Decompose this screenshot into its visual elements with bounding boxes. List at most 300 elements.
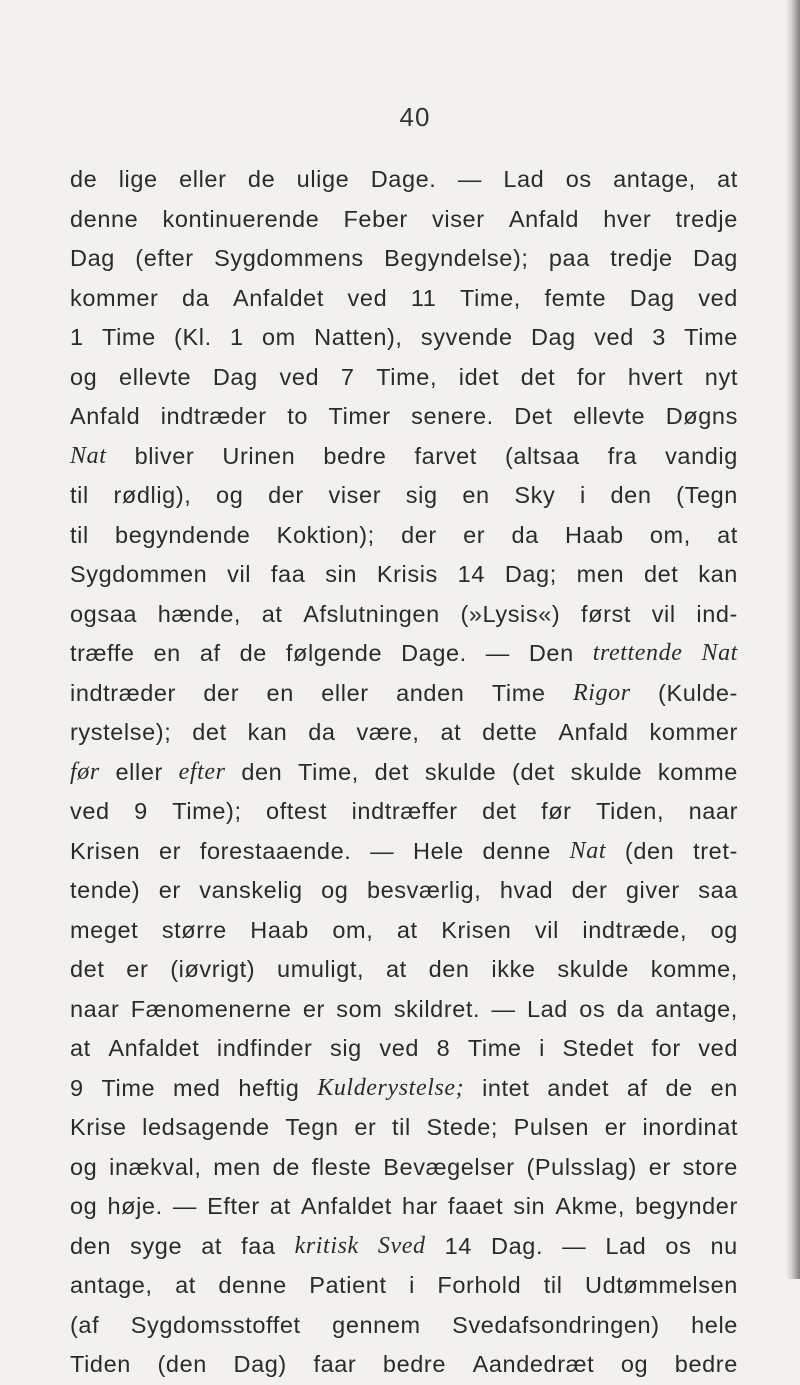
word: Patient (309, 1272, 387, 1298)
word: Dag (693, 245, 738, 271)
word: os (579, 995, 606, 1022)
word: skulde (557, 956, 629, 982)
word: der (401, 521, 437, 548)
word: Anfaldet (108, 1035, 200, 1061)
word: (Kl. (174, 324, 212, 350)
text-line (70, 1148, 738, 1188)
word: indtræffer (351, 798, 458, 824)
word: Natten), (314, 324, 403, 350)
text-line (70, 1306, 738, 1346)
word: er (604, 1114, 627, 1140)
word: en (153, 640, 181, 666)
word: hele (691, 1311, 738, 1338)
text-line (70, 1345, 738, 1385)
word: ved (279, 363, 320, 390)
word: at (201, 1232, 222, 1259)
word: besværlig, (366, 877, 482, 903)
word: hænde, (157, 600, 242, 627)
word: Anfald (70, 403, 141, 429)
word: indfinder (216, 1035, 313, 1061)
word: os (565, 166, 592, 192)
word: Timer (328, 403, 391, 429)
word: Akme, (555, 1193, 625, 1219)
word: om (262, 324, 296, 350)
text-line (70, 160, 738, 200)
word: Anfaldet (232, 284, 324, 311)
word: (af (70, 1311, 100, 1338)
word: vanskelig (199, 877, 303, 903)
word: før (70, 758, 100, 785)
word: Krisen (70, 837, 141, 864)
word: og (620, 1351, 649, 1377)
word: Bevægelser (383, 1153, 515, 1180)
word: ved (698, 1035, 738, 1061)
word: to (287, 403, 308, 429)
word: Efter (207, 1193, 260, 1219)
word: Dag) (233, 1351, 287, 1377)
word: faa (241, 1232, 276, 1259)
word: ulige (296, 166, 350, 192)
word: men (213, 1153, 261, 1180)
word: til (543, 1272, 563, 1298)
word: en (462, 482, 490, 508)
word: at (396, 916, 418, 943)
word: er (648, 1153, 671, 1180)
text-line (70, 1108, 738, 1148)
word: ved (594, 324, 634, 350)
text-line (70, 476, 738, 516)
word: andet (547, 1074, 610, 1101)
word: viser (432, 205, 485, 232)
word: Nat (701, 640, 738, 666)
word: (Kulde- (658, 679, 738, 706)
text-line (70, 358, 738, 398)
word: Dag (70, 245, 115, 271)
word: med (173, 1074, 221, 1101)
word: er (158, 877, 181, 903)
word: træffe (70, 640, 135, 666)
text-line (70, 713, 738, 753)
word: eller (115, 758, 163, 785)
word: før (541, 798, 572, 824)
word: Begyndelse); (384, 245, 529, 271)
word: Dag; (504, 561, 557, 587)
word: Sved (377, 1232, 426, 1259)
text-line (70, 397, 738, 437)
word: gennem (332, 1311, 421, 1338)
word: om, (332, 916, 374, 943)
word: følgende (285, 640, 383, 666)
word: hvert (627, 363, 684, 390)
word: Urinen (222, 442, 296, 469)
word: de (70, 166, 98, 192)
page-number: 40 (399, 102, 431, 132)
word: for (651, 1035, 681, 1061)
word: som (336, 995, 383, 1022)
word: Sky (514, 482, 556, 508)
word: og (70, 1153, 98, 1180)
word: om, (649, 521, 691, 548)
word: inækval, (109, 1153, 202, 1180)
word: da (182, 284, 210, 311)
word: er (354, 1114, 377, 1140)
text-line (70, 279, 738, 319)
word: meget (70, 916, 139, 943)
word: fleste (311, 1153, 372, 1180)
word: naar (70, 995, 120, 1022)
word: Lad (503, 166, 545, 192)
word: fra (607, 442, 637, 469)
word: (Tegn (676, 482, 738, 508)
word: heftig (238, 1074, 300, 1101)
word: Lad (605, 1232, 647, 1259)
word: ved (347, 284, 388, 311)
word: Sygdommen (70, 561, 208, 587)
text-line (70, 1266, 738, 1306)
word: komme, (650, 956, 738, 982)
word: kommer (70, 284, 159, 311)
word: er (158, 837, 182, 864)
text-line (70, 555, 738, 595)
word: at (269, 1193, 291, 1219)
text-line (70, 318, 738, 358)
word: lige (118, 166, 158, 192)
word: tredje (610, 245, 673, 271)
text-line (70, 1029, 738, 1069)
word: ved (698, 284, 738, 311)
word: Afslutningen (303, 600, 440, 627)
word: 9 (134, 798, 148, 824)
word: — (457, 166, 482, 192)
word: og (710, 916, 738, 943)
word: antage, (655, 995, 738, 1022)
word: til (70, 521, 89, 548)
word: naar (688, 798, 738, 824)
word: denne (70, 205, 139, 232)
word: 3 (652, 324, 666, 350)
word: 11 (410, 284, 437, 311)
word: denne (482, 837, 551, 864)
word: (altsaa (504, 442, 580, 469)
word: hver (603, 205, 652, 232)
word: være, (356, 719, 420, 745)
word: Anfald (508, 205, 580, 232)
word: indtræder (70, 679, 176, 706)
word: i (579, 482, 586, 508)
word: Time, (376, 363, 438, 390)
word: Aandedræt (472, 1351, 595, 1377)
word: skildret. (393, 995, 481, 1022)
word: Døgns (665, 403, 738, 429)
word: (den (157, 1351, 207, 1377)
word: Kulderystelse; (317, 1074, 465, 1101)
word: da (511, 521, 539, 548)
text-line (70, 1227, 738, 1267)
word: Den (528, 640, 574, 666)
word: denne (218, 1272, 287, 1298)
word: 9 (70, 1074, 84, 1101)
word: ellevte (119, 363, 192, 390)
word: anden (396, 679, 465, 706)
word: komme (657, 758, 738, 785)
word: antage, (70, 1272, 153, 1298)
word: det (482, 798, 517, 824)
word: Svedafsondringen) (452, 1311, 660, 1338)
word: til (70, 482, 89, 508)
word: og (216, 482, 244, 508)
word: ind- (696, 600, 738, 627)
word: den (428, 956, 470, 982)
word: og (70, 1193, 98, 1219)
body-text (70, 160, 738, 1385)
word: femte (544, 284, 607, 311)
word: ledsagende (142, 1114, 270, 1140)
word: Time (101, 1074, 156, 1101)
word: Krisen (441, 916, 512, 943)
text-line (70, 950, 738, 990)
word: bedre (674, 1351, 738, 1377)
word: antage, (613, 166, 696, 192)
word: dette (482, 719, 538, 745)
word: det (520, 363, 556, 390)
word: Pulsen (513, 1114, 590, 1140)
word: Anfaldet (300, 1193, 392, 1219)
word: er (302, 995, 325, 1022)
word: en (266, 679, 294, 706)
word: tende) (70, 877, 141, 903)
word: Time (491, 679, 546, 706)
word: trettende (592, 640, 683, 666)
word: — (370, 837, 395, 864)
word: (efter (135, 245, 194, 271)
word: giver (625, 877, 680, 903)
word: Udtømmelsen (585, 1272, 738, 1298)
word: inordinat (642, 1114, 738, 1140)
word: Haab (250, 916, 309, 943)
word: er (126, 956, 149, 982)
word: Anfald (558, 719, 629, 745)
word: Time); (172, 798, 242, 824)
word: Fænomenerne (130, 995, 292, 1022)
word: — (485, 640, 510, 666)
text-line (70, 1187, 738, 1227)
word: at (261, 600, 283, 627)
word: ved (70, 798, 110, 824)
text-line (70, 516, 738, 556)
word: Dag (629, 284, 675, 311)
word: det (643, 561, 679, 587)
word: kritisk (294, 1232, 359, 1259)
word: da (308, 719, 336, 745)
word: 1 (230, 324, 244, 350)
word: Stedet (562, 1035, 634, 1061)
word: og (70, 363, 98, 390)
word: en (710, 1074, 738, 1101)
word: syvende (420, 324, 513, 350)
word: (Pulsslag) (526, 1153, 637, 1180)
word: har (402, 1193, 438, 1219)
word: for (576, 363, 607, 390)
word: den (70, 1232, 112, 1259)
word: (den (624, 837, 675, 864)
word: at (717, 166, 738, 192)
word: Dage. (401, 640, 467, 666)
word: efter (178, 758, 226, 785)
word: Dag (212, 363, 258, 390)
word: kan (698, 561, 738, 587)
word: Haab (565, 521, 624, 548)
word: saa (698, 877, 738, 903)
word: Time (684, 324, 738, 350)
word: sin (513, 1193, 546, 1219)
word: at (440, 719, 462, 745)
word: Koktion); (276, 521, 375, 548)
word: Forhold (437, 1272, 522, 1298)
word: forestaaende. (199, 837, 352, 864)
word: i (539, 1035, 545, 1061)
word: bedre (382, 1351, 447, 1377)
word: bliver (134, 442, 195, 469)
word: hvad (499, 877, 554, 903)
word: men (576, 561, 625, 587)
text-line (70, 1069, 738, 1109)
text-line (70, 871, 738, 911)
word: Krise (70, 1114, 127, 1140)
word: og (321, 877, 349, 903)
word: (»Lysis«) (460, 600, 561, 627)
word: kan (247, 719, 288, 745)
word: 8 (436, 1035, 451, 1061)
word: at (717, 521, 738, 548)
word: ikke (491, 956, 536, 982)
word: 14 (444, 1232, 472, 1259)
text-line (70, 239, 738, 279)
word: vandig (665, 442, 738, 469)
word: til (392, 1114, 411, 1140)
text-line (70, 200, 738, 240)
word: farvet (414, 442, 477, 469)
word: rødlig), (113, 482, 192, 508)
word: Tegn (285, 1114, 339, 1140)
word: Tiden (70, 1351, 131, 1377)
word: skulde (570, 758, 643, 785)
word: Dag. (491, 1232, 544, 1259)
word: os (665, 1232, 692, 1259)
word: Sygdommens (214, 245, 364, 271)
word: større (161, 916, 227, 943)
word: først (581, 600, 631, 627)
word: faa (270, 561, 306, 587)
word: indtræder (160, 403, 267, 429)
word: da (616, 995, 644, 1022)
text-line (70, 990, 738, 1030)
word: det (70, 956, 105, 982)
word: af (626, 1074, 648, 1101)
word: Time (467, 1035, 522, 1061)
word: faaet (447, 1193, 504, 1219)
word: Tiden, (596, 798, 665, 824)
word: der (203, 679, 240, 706)
word: Stede; (426, 1114, 498, 1140)
word: Time (101, 324, 156, 350)
word: (iøvrigt) (170, 956, 256, 982)
word: 7 (340, 363, 355, 390)
word: Hele (413, 837, 464, 864)
word: det (374, 758, 410, 785)
text-line (70, 832, 738, 872)
text-line (70, 674, 738, 714)
word: den (610, 482, 652, 508)
word: tret- (693, 837, 738, 864)
text-line (70, 437, 738, 477)
word: tredje (675, 205, 738, 232)
word: høje. (107, 1193, 163, 1219)
word: der (268, 482, 304, 508)
word: store (682, 1153, 738, 1180)
word: umuligt, (277, 956, 365, 982)
word: sig (330, 1035, 362, 1061)
word: begyndende (115, 521, 251, 548)
page-edge-shadow (786, 0, 800, 1279)
word: det (192, 719, 227, 745)
word: kommer (649, 719, 738, 745)
word: vil (227, 561, 252, 587)
word: indtræde, (582, 916, 688, 943)
word: viser (328, 482, 382, 508)
word: begynder (635, 1193, 738, 1219)
word: den (241, 758, 283, 785)
word: Sygdomsstoffet (130, 1311, 301, 1338)
text-line (70, 792, 738, 832)
word: rystelse); (70, 719, 172, 745)
word: sig (405, 482, 438, 508)
word: Dag (530, 324, 576, 350)
word: Lad (526, 995, 568, 1022)
word: ogsaa (70, 600, 138, 627)
word: eller (321, 679, 369, 706)
word: paa (548, 245, 590, 271)
text-line (70, 595, 738, 635)
word: Nat (569, 837, 607, 864)
word: Nat (70, 442, 107, 469)
word: — (491, 995, 516, 1022)
word: sin (325, 561, 358, 587)
text-line (70, 634, 738, 674)
word: — (172, 1193, 197, 1219)
word: vil (534, 916, 559, 943)
word: intet (482, 1074, 530, 1101)
word: Det (514, 403, 553, 429)
text-line (70, 911, 738, 951)
word: senere. (411, 403, 494, 429)
word: (det (512, 758, 555, 785)
word: de (247, 166, 276, 192)
word: 1 (70, 324, 84, 350)
word: Time, (298, 758, 359, 785)
word: — (562, 1232, 587, 1259)
text-line (70, 753, 738, 793)
word: Krisis (376, 561, 438, 587)
word: bedre (323, 442, 387, 469)
word: vil (651, 600, 676, 627)
word: Dage. (370, 166, 437, 192)
word: syge (130, 1232, 183, 1259)
word: nyt (704, 363, 738, 390)
word: Feber (343, 205, 408, 232)
word: de (239, 640, 267, 666)
word: kontinuerende (162, 205, 320, 232)
word: at (385, 956, 407, 982)
